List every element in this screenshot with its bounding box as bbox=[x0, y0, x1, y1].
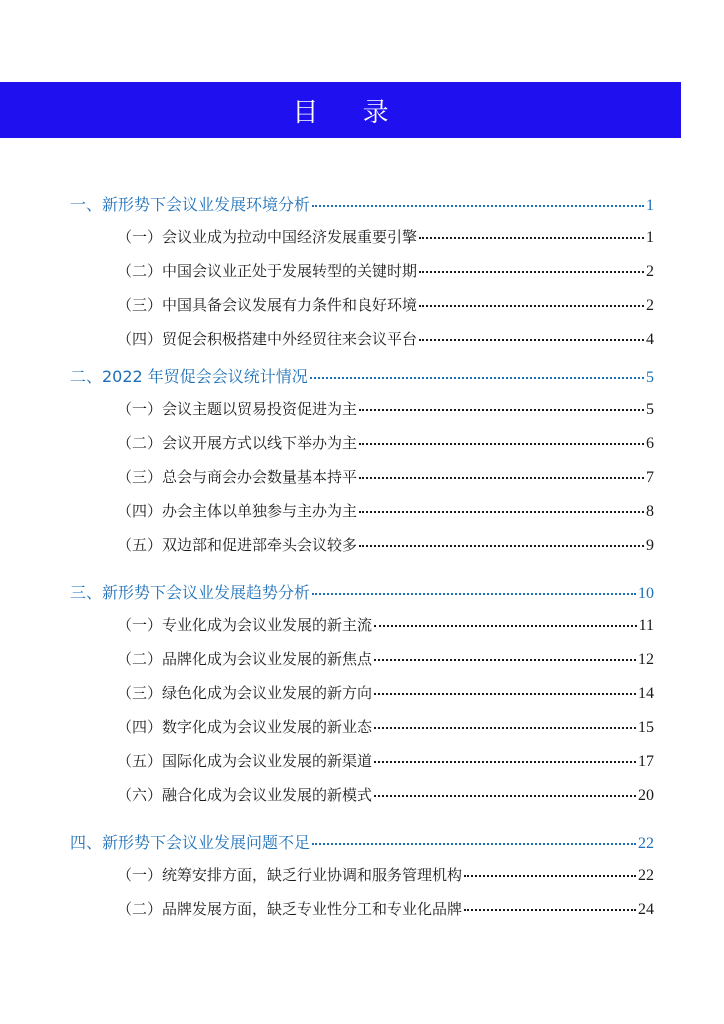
toc-section-4[interactable] bbox=[70, 830, 654, 853]
toc-item-label: （二）品牌发展方面，缺乏专业性分工和专业化品牌 bbox=[117, 900, 463, 918]
page-title: 目 录 bbox=[292, 97, 407, 128]
toc-page-number: 1 bbox=[646, 229, 654, 246]
toc-item-label: （三）绿色化成为会议业发展的新方向 bbox=[117, 684, 373, 702]
toc-item-2-4[interactable] bbox=[117, 500, 654, 521]
toc-item-label: （二）品牌化成为会议业发展的新焦点 bbox=[117, 650, 373, 668]
toc-item-label: （四）办会主体以单独参与主办为主 bbox=[117, 502, 358, 520]
dot-leader bbox=[312, 843, 636, 845]
toc-page-number: 2 bbox=[646, 297, 654, 314]
dot-leader bbox=[359, 477, 644, 479]
dot-leader bbox=[374, 625, 637, 627]
toc-item-label: （一）专业化成为会议业发展的新主流 bbox=[117, 616, 373, 634]
toc-item-label: （四）数字化成为会议业发展的新业态 bbox=[117, 718, 373, 736]
toc-header-banner bbox=[0, 82, 681, 138]
toc-item-3-2[interactable] bbox=[117, 648, 654, 669]
toc-item-3-3[interactable] bbox=[117, 682, 654, 703]
toc-page-number: 17 bbox=[638, 753, 654, 770]
toc-page-number: 14 bbox=[638, 685, 654, 702]
toc-page-number: 4 bbox=[646, 331, 654, 348]
toc-page-number: 24 bbox=[638, 901, 654, 918]
dot-leader bbox=[310, 377, 644, 379]
toc-page-number: 7 bbox=[646, 469, 654, 486]
toc-page-number: 5 bbox=[646, 401, 654, 418]
toc-section-label: 三、新形势下会议业发展趋势分析 bbox=[70, 583, 311, 602]
dot-leader bbox=[419, 305, 644, 307]
toc-page-number: 22 bbox=[638, 835, 654, 852]
toc-item-label: （一）统筹安排方面，缺乏行业协调和服务管理机构 bbox=[117, 866, 463, 884]
toc-section-label: 一、新形势下会议业发展环境分析 bbox=[70, 195, 311, 214]
dot-leader bbox=[374, 659, 636, 661]
toc-section-2[interactable] bbox=[70, 364, 654, 387]
dot-leader bbox=[374, 795, 636, 797]
dot-leader bbox=[359, 409, 644, 411]
toc-section-label: 四、新形势下会议业发展问题不足 bbox=[70, 833, 311, 852]
toc-item-3-5[interactable] bbox=[117, 750, 654, 771]
toc-page-number: 22 bbox=[638, 867, 654, 884]
toc-item-label: （三）总会与商会办会数量基本持平 bbox=[117, 468, 358, 486]
toc-item-label: （三）中国具备会议发展有力条件和良好环境 bbox=[117, 296, 418, 314]
toc-page-number: 15 bbox=[638, 719, 654, 736]
toc-item-3-4[interactable] bbox=[117, 716, 654, 737]
toc-section-3[interactable] bbox=[70, 580, 654, 603]
toc-page-number: 12 bbox=[638, 651, 654, 668]
toc-item-label: （一）会议业成为拉动中国经济发展重要引擎 bbox=[117, 228, 418, 246]
dot-leader bbox=[359, 443, 644, 445]
dot-leader bbox=[359, 545, 644, 547]
dot-leader bbox=[374, 693, 636, 695]
toc-item-2-2[interactable] bbox=[117, 432, 654, 453]
toc-item-label: （四）贸促会积极搭建中外经贸往来会议平台 bbox=[117, 330, 418, 348]
toc-page-number: 9 bbox=[646, 537, 654, 554]
toc-item-label: （一）会议主题以贸易投资促进为主 bbox=[117, 400, 358, 418]
dot-leader bbox=[464, 909, 636, 911]
toc-item-label: （二）会议开展方式以线下举办为主 bbox=[117, 434, 358, 452]
toc-page-number: 2 bbox=[646, 263, 654, 280]
toc-page-number: 6 bbox=[646, 435, 654, 452]
toc-item-label: （五）双边部和促进部牵头会议较多 bbox=[117, 536, 358, 554]
dot-leader bbox=[374, 727, 636, 729]
toc-page-number: 5 bbox=[646, 369, 654, 386]
toc-item-3-6[interactable] bbox=[117, 784, 654, 805]
toc-page-number: 11 bbox=[638, 617, 654, 634]
toc-page-number: 20 bbox=[638, 787, 654, 804]
toc-item-1-3[interactable] bbox=[117, 294, 654, 315]
toc-item-2-3[interactable] bbox=[117, 466, 654, 487]
toc-item-1-1[interactable] bbox=[117, 226, 654, 247]
toc-item-label: （六）融合化成为会议业发展的新模式 bbox=[117, 786, 373, 804]
toc-section-label: 二、2022 年贸促会会议统计情况 bbox=[70, 367, 308, 386]
dot-leader bbox=[312, 593, 636, 595]
toc-page-number: 10 bbox=[638, 585, 654, 602]
toc-item-label: （五）国际化成为会议业发展的新渠道 bbox=[117, 752, 373, 770]
toc-item-1-4[interactable] bbox=[117, 328, 654, 349]
toc-item-4-2[interactable] bbox=[117, 898, 654, 919]
dot-leader bbox=[374, 761, 636, 763]
dot-leader bbox=[419, 271, 644, 273]
dot-leader bbox=[419, 237, 644, 239]
dot-leader bbox=[359, 511, 644, 513]
toc-item-3-1[interactable] bbox=[117, 614, 654, 635]
toc-section-1[interactable] bbox=[70, 192, 654, 215]
dot-leader bbox=[464, 875, 636, 877]
toc-page-number: 8 bbox=[646, 503, 654, 520]
toc-item-4-1[interactable] bbox=[117, 864, 654, 885]
toc-item-2-5[interactable] bbox=[117, 534, 654, 555]
dot-leader bbox=[312, 205, 644, 207]
toc-item-1-2[interactable] bbox=[117, 260, 654, 281]
toc-item-2-1[interactable] bbox=[117, 398, 654, 419]
toc-item-label: （二）中国会议业正处于发展转型的关键时期 bbox=[117, 262, 418, 280]
dot-leader bbox=[419, 339, 644, 341]
toc-page-number: 1 bbox=[646, 197, 654, 214]
